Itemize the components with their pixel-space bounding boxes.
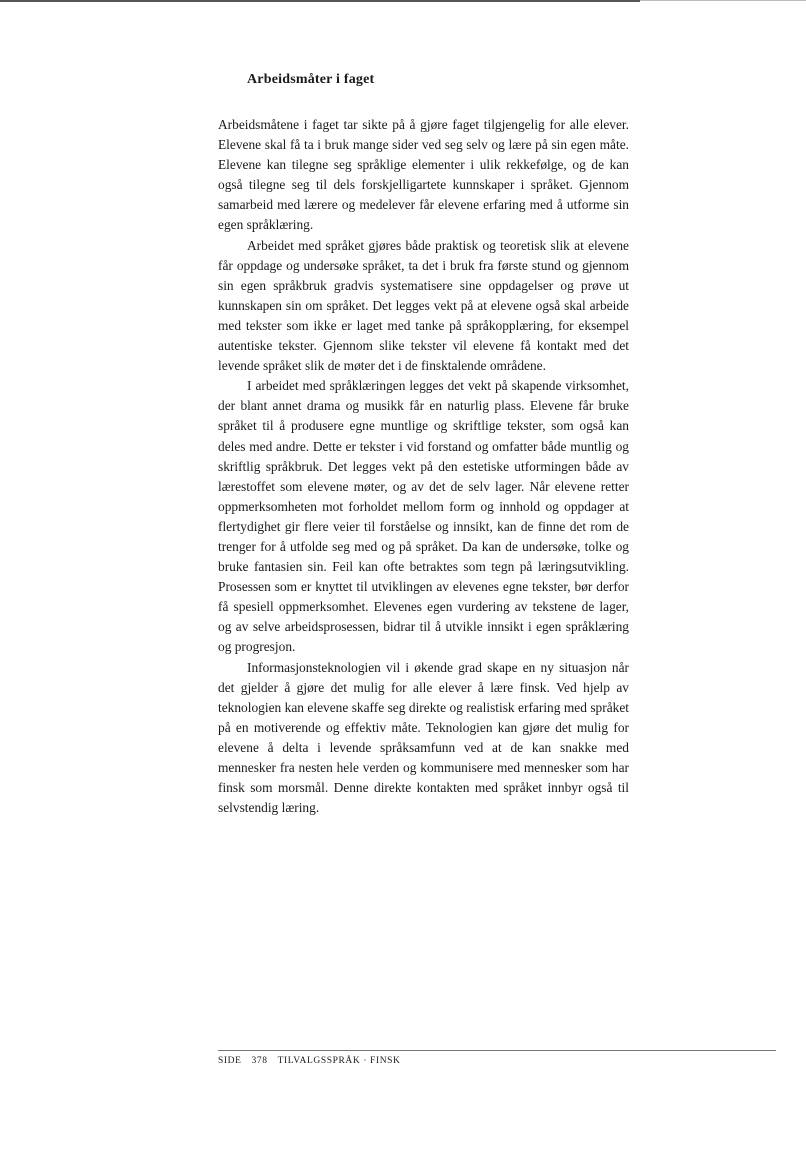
paragraph: I arbeidet med språklæringen legges det vekt på skapende virksomhet, der blant annet drama og musikk får en naturlig plass. Elevene får bruke språket til å produsere egne muntlige og skriftlige tekster, som også kan deles med andre. Dette er tekster i vid forstand og omfatter både muntlig og skriftlig språkbruk. Det legges vekt på den estetiske utformingen både av lærestoffet som elevene møter, og av det de selv lager. Når elevene retter oppmerksomheten mot forholdet mellom form og innhold og oppdager at flertydighet gir flere veier til forståelse og innsikt, kan de finne det rom de trenger for å utfolde seg med og på språket. Da kan de undersøke, tolke og bruke fantasien sin. Feil kan ofte betraktes som tegn på læringsutvikling. Prosessen som er knyttet til utviklingen av elevenes egne tekster, bør derfor få spesiell oppmerksomhet. Elevenes egen vurdering av tekstene de lager, og av selve arbeidsprosessen, bidrar til å utvikle innsikt i egen språklæring og progresjon. — [218, 378, 629, 655]
body-text — [218, 115, 629, 818]
page-footer — [218, 1056, 411, 1066]
paragraph: Informasjonsteknologien vil i økende grad skape en ny situasjon når det gjelder å gjøre det mulig for alle elever å lære finsk. Ved hjelp av teknologien kan elevene skaffe seg direkte og realistisk erfaring med språket på en motiverende og effektiv måte. Teknologien kan gjøre det mulig for elevene å delta i levende språksamfunn ved at de kan snakke med mennesker fra nesten hele verden og kommunisere med mennesker som har finsk som morsmål. Denne direkte kontakten med språket innbyr også til selvstendig læring. — [218, 659, 629, 816]
paragraph: Arbeidsmåtene i faget tar sikte på å gjøre faget tilgjengelig for alle elever. Elevene skal få ta i bruk mange sider ved seg selv og lære på sin egen måte. Elevene kan tilegne seg språklige elementer i ulik rekkefølge, og de kan også tilegne seg til dels forskjelligartete kunnskaper i språket. Gjennom samarbeid med lærere og medelever får elevene erfaring med å utforme sin egen språklæring. — [218, 117, 629, 233]
paragraph: Arbeidet med språket gjøres både praktisk og teoretisk slik at elevene får oppdage og undersøke språket, ta det i bruk fra første stund og gjennom sin egen språkbruk gradvis systematisere sine oppdagelser og prøve ut kunnskapen sin om språket. Det legges vekt på at elevene også skal arbeide med tekster som ikke er laget med tanke på språkopplæring, for eksempel autentiske tekster. Gjennom slike tekster vil elevene få kontakt med det levende språket slik de møter det i de finsktalende områdene. — [218, 237, 629, 374]
footer-section: TILVALGSSPRÅK · FINSK — [277, 1056, 401, 1066]
page-number: 378 — [251, 1056, 268, 1066]
page-top-edge-faint — [640, 0, 806, 1]
footer-divider — [218, 1050, 776, 1051]
footer-side-label: SIDE — [218, 1056, 242, 1066]
page-top-edge — [0, 0, 640, 2]
section-heading: Arbeidsmåter i faget — [247, 72, 375, 87]
